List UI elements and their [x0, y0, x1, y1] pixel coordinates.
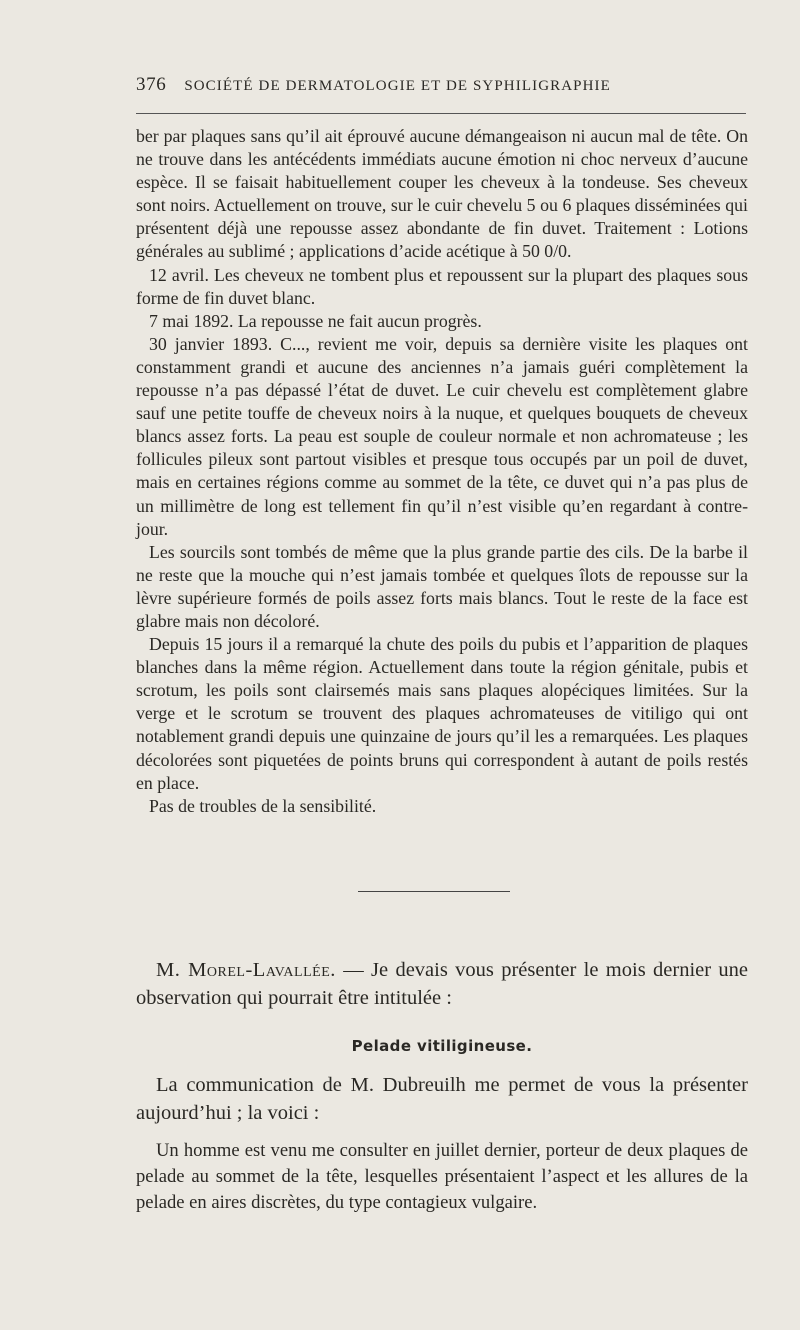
- communication-intro: [136, 957, 748, 1012]
- section-subtitle: Pelade vitiligineuse.: [351, 1037, 533, 1055]
- communication-continuation: [136, 1072, 748, 1127]
- page-number: 376: [136, 74, 167, 95]
- paragraph: Les sourcils sont tombés de même que la plus grande partie des cils. De la barbe il ne reste que la mouche qui n’est jamais tombée et quelques îlots de repousse sur la lèvre supérieure formés de poils assez forts mais blancs. Tout le reste de la face est glabre mais non décoloré.: [136, 541, 748, 631]
- paragraph: Depuis 15 jours il a remarqué la chute des poils du pubis et l’apparition de plaques blanches dans la même région. Actuellement dans toute la région génitale, pubis et scrotum, les poils sont clairsemés mais sans plaques alopéciques limitées. Sur la verge et le scrotum se trouvent des plaques achromateuses de vitiligo qui ont notablement grandi depuis une quinzaine de jours qu’il les a remarquées. Les plaques décolorées sont piquetées de points bruns qui correspondent à autant de poils restés en place.: [136, 634, 748, 793]
- paragraph: 7 mai 1892. La repousse ne fait aucun progrès.: [149, 310, 482, 331]
- case-report-text: [136, 125, 748, 818]
- paragraph: ber par plaques sans qu’il ait éprouvé aucune démangeaison ni aucun mal de tête. On ne trouve dans les antécédents immédiats aucune émotion ni choc nerveux d’aucune espèce. Il se faisait habituellement couper les cheveux à la tondeuse. Ses cheveux sont noirs. Actuellement on trouve, sur le cuir chevelu 5 ou 6 plaques disséminées qui présentent déjà une repousse assez abondante de fin duvet. Traitement : Lotions générales au sublimé ; applications d’acide acétique à 50 0/0.: [136, 126, 748, 262]
- speaker-name: M. Morel-Lavallée.: [156, 959, 336, 981]
- paragraph: Pas de troubles de la sensibilité.: [149, 795, 377, 816]
- running-title: SOCIÉTÉ DE DERMATOLOGIE ET DE SYPHILIGRAPHIE: [184, 78, 611, 94]
- paragraph: [136, 957, 748, 1012]
- paragraph: La communication de M. Dubreuilh me permet de vous la présenter aujourd’hui ; la voici :: [136, 1074, 748, 1124]
- paragraph: Un homme est venu me consulter en juillet dernier, porteur de deux plaques de pelade au sommet de la tête, lesquelles présentaient l’aspect et les allures de la pelade en aires discrètes, du type contagieux vulgaire.: [136, 1140, 748, 1213]
- observation-text: [136, 1138, 748, 1216]
- header-rule: [136, 113, 746, 114]
- running-header: [136, 74, 746, 96]
- intro-text: — Je devais vous présenter le mois dernier une observation qui pourrait être intitulée :: [136, 959, 748, 1009]
- section-separator: [358, 891, 510, 892]
- paragraph: 12 avril. Les cheveux ne tombent plus et repoussent sur la plupart des plaques sous forme de fin duvet blanc.: [136, 264, 748, 308]
- paragraph: 30 janvier 1893. C..., revient me voir, depuis sa dernière visite les plaques ont constamment grandi et aucune des anciennes n’a jamais guéri complètement la repousse n’a pas dépassé l’état de duvet. Le cuir chevelu est complètement glabre sauf une petite touffe de cheveux noirs à la nuque, et quelques bouquets de cheveux blancs assez forts. La peau est souple de couleur normale et non achromateuse ; les follicules pileux sont partout visibles et presque tous occupés par un poil de duvet, mais en certaines régions comme au sommet de la tête, ce duvet qui n’a pas plus de un millimètre de long est tellement fin qu’il n’est visible qu’en regardant à contre-jour.: [136, 333, 748, 539]
